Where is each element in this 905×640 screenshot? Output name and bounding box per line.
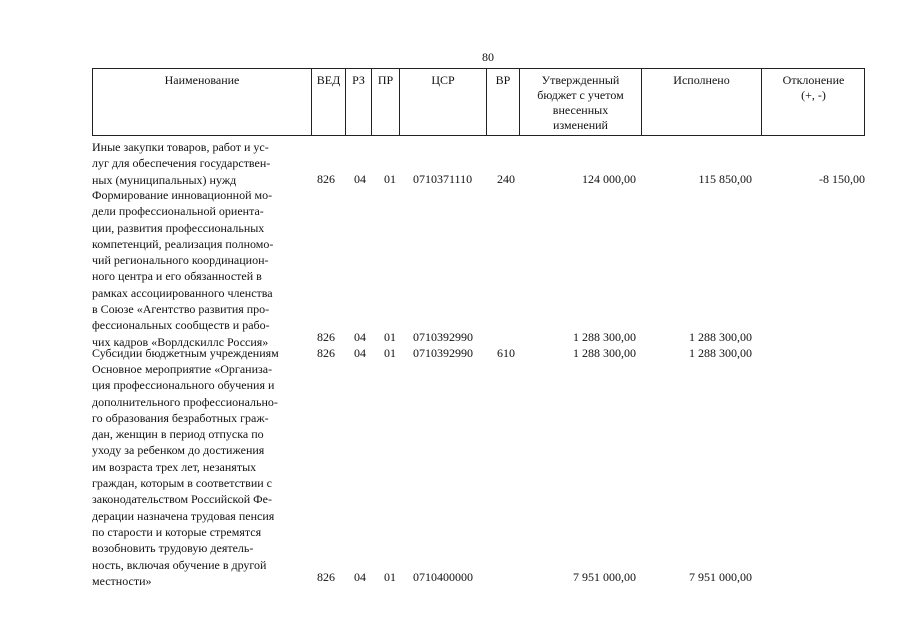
row-ved: 826 bbox=[317, 330, 335, 344]
row-vr: 610 bbox=[497, 346, 515, 360]
row-ved: 826 bbox=[317, 172, 335, 186]
row-name: Основное мероприятие «Организа- ция профессионального обучения и дополнительного профессионально- го образования безработных граж- дан, женщин в период отпуска по уходу за ребенком до достижения им возраста трех лет, незанятых граждан, которым в соответствии с законодательством Российской Фе- дерации назначена трудовая пенсия по старости и которые стремятся возобновить трудовую деятель- ность, включая обучение в другой местности» bbox=[92, 362, 278, 588]
row-ved: 826 bbox=[317, 346, 335, 360]
header-ved: ВЕД bbox=[311, 69, 345, 135]
header-rz: РЗ bbox=[345, 69, 371, 135]
header-csr: ЦСР bbox=[399, 69, 486, 135]
row-pr: 01 bbox=[384, 330, 396, 344]
header-deviation: Отклонение (+, -) bbox=[761, 69, 865, 135]
row-rz: 04 bbox=[354, 570, 366, 584]
row-approved: 1 288 300,00 bbox=[573, 330, 636, 344]
header-name: Наименование bbox=[164, 73, 240, 87]
row-executed: 7 951 000,00 bbox=[689, 570, 752, 584]
row-vr: 240 bbox=[497, 172, 515, 186]
row-csr: 0710400000 bbox=[413, 570, 473, 584]
row-csr: 0710392990 bbox=[413, 346, 473, 360]
row-rz: 04 bbox=[354, 346, 366, 360]
row-approved: 124 000,00 bbox=[582, 172, 636, 186]
row-approved: 1 288 300,00 bbox=[573, 346, 636, 360]
row-executed: 115 850,00 bbox=[698, 172, 752, 186]
row-pr: 01 bbox=[384, 346, 396, 360]
page-number: 80 bbox=[482, 50, 494, 64]
row-deviation: -8 150,00 bbox=[819, 172, 865, 186]
row-rz: 04 bbox=[354, 330, 366, 344]
header-approved: Утвержденный бюджет с учетом внесенных изменений bbox=[519, 69, 641, 135]
row-pr: 01 bbox=[384, 172, 396, 186]
row-executed: 1 288 300,00 bbox=[689, 346, 752, 360]
header-vr: ВР bbox=[486, 69, 519, 135]
table-header bbox=[92, 68, 865, 136]
row-csr: 0710392990 bbox=[413, 330, 473, 344]
row-rz: 04 bbox=[354, 172, 366, 186]
header-pr: ПР bbox=[371, 69, 399, 135]
row-name: Иные закупки товаров, работ и ус- луг для обеспечения государствен- ных (муниципальных) нужд bbox=[92, 140, 271, 187]
row-executed: 1 288 300,00 bbox=[689, 330, 752, 344]
row-name: Формирование инновационной мо- дели профессиональной ориента- ции, развития профессиональных компетенций, реализация полномо- чий регионального координацион- ного центра и его обязанностей в рамках ассоциированного членства в Союзе «Агентство развития про- фессиональных сообществ и рабо- чих кадров «Ворлдскиллс Россия» bbox=[92, 188, 274, 349]
row-csr: 0710371110 bbox=[413, 172, 473, 186]
row-approved: 7 951 000,00 bbox=[573, 570, 636, 584]
row-pr: 01 bbox=[384, 570, 396, 584]
row-name: Субсидии бюджетным учреждениям bbox=[92, 346, 279, 360]
row-ved: 826 bbox=[317, 570, 335, 584]
header-executed: Исполнено bbox=[641, 69, 761, 135]
